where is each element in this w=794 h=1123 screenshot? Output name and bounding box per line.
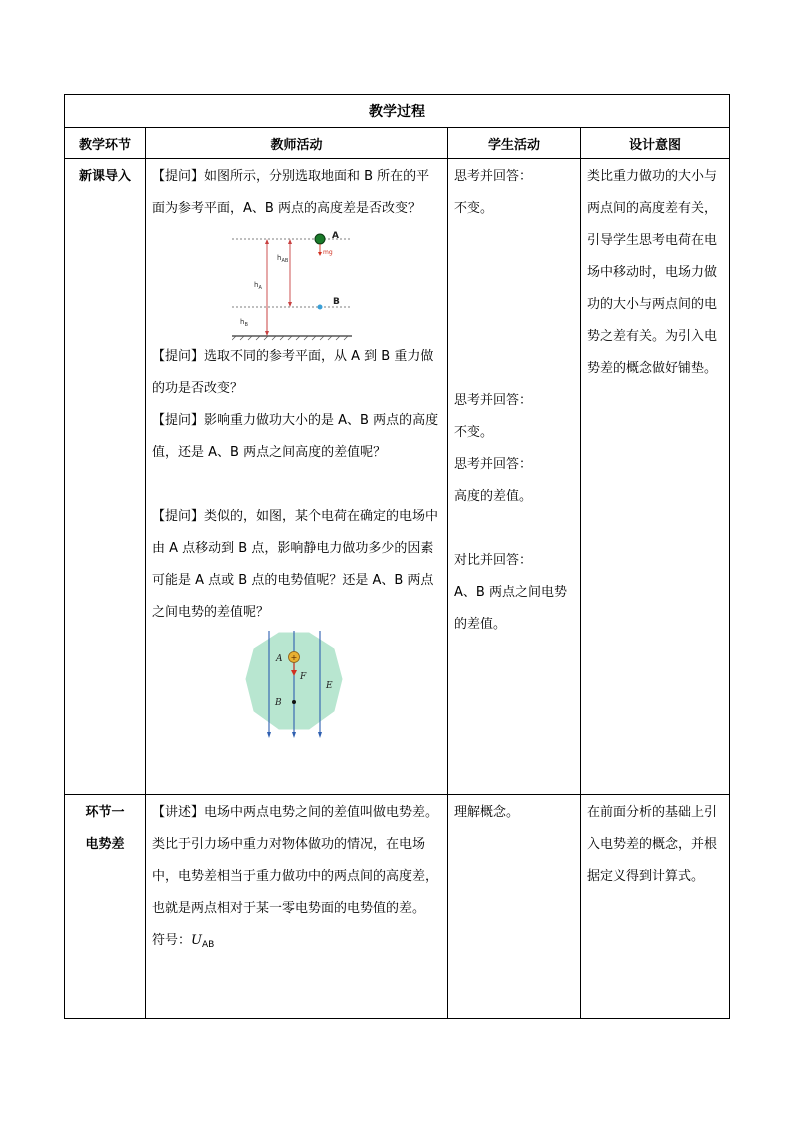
- lecture-2: 类比于引力场中重力对物体做功的情况，在电场中，电势差相当于重力做功中的两点间的高度差，也就是两点相对于某一零电势面的电势值的差。: [152, 837, 439, 916]
- h-ab-subscript: AB: [281, 258, 289, 264]
- student-activity-cell: [448, 159, 581, 795]
- table-row: [65, 795, 730, 1019]
- label-a: A: [276, 654, 283, 664]
- header-design-intent: 设计意图: [581, 128, 730, 159]
- student-answer-1: 不变。: [454, 201, 494, 216]
- teacher-activity-cell: [146, 159, 448, 795]
- height-difference-figure: [232, 227, 382, 341]
- charge-sign: +: [290, 653, 298, 662]
- svg-text:hB: [240, 318, 248, 328]
- student-answer-4-label: 对比并回答：: [454, 553, 533, 568]
- question-4: 【提问】类似的，如图，某个电荷在确定的电场中由 A 点移动到 B 点，影响静电力做功多少的因素可能是 A 点或 B 点的电势值呢？还是 A、B 两点之间电势的差值呢？: [152, 509, 439, 620]
- question-1: 【提问】如图所示，分别选取地面和 B 所在的平面为参考平面，A、B 两点的高度差是否改变？: [152, 169, 430, 216]
- student-activity-cell: 理解概念。: [448, 795, 581, 1019]
- stage-line-1: 环节一: [85, 805, 125, 820]
- student-answer-4: A、B 两点之间电势的差值。: [454, 585, 567, 632]
- stage-line-2: 电势差: [85, 837, 125, 852]
- student-answer-2-label: 思考并回答：: [454, 393, 533, 408]
- header-student-activity: 学生活动: [448, 128, 581, 159]
- label-e: E: [326, 681, 333, 691]
- h-ab-label: h: [277, 254, 282, 262]
- stage-cell: [65, 795, 146, 1019]
- symbol-line: [152, 925, 441, 961]
- ball-a: [315, 234, 325, 244]
- h-b-label: h: [240, 318, 245, 326]
- header-stage: 教学环节: [65, 128, 146, 159]
- student-answer-1-label: 思考并回答：: [454, 169, 533, 184]
- point-b-dot: [292, 700, 296, 704]
- label-b: B: [275, 698, 282, 708]
- symbol-subscript: AB: [201, 940, 215, 950]
- svg-text:hA: [254, 281, 262, 291]
- svg-text:hAB: [277, 254, 289, 264]
- student-answer-3: 高度的差值。: [454, 489, 533, 504]
- mg-label: mg: [323, 249, 333, 256]
- question-3: 【提问】影响重力做功大小的是 A、B 两点的高度值，还是 A、B 两点之间高度的差值呢？: [152, 413, 439, 460]
- design-intent-cell: 类比重力做功的大小与两点间的高度差有关，引导学生思考电荷在电场中移动时，电场力做功的大小与两点间的电势之差有关。为引入电势差的概念做好铺垫。: [581, 159, 730, 795]
- header-teacher-activity: 教师活动: [146, 128, 448, 159]
- design-intent-cell: 在前面分析的基础上引入电势差的概念，并根据定义得到计算式。: [581, 795, 730, 1019]
- ball-b: [318, 305, 323, 310]
- stage-cell: 新课导入: [65, 159, 146, 795]
- student-answer-3-label: 思考并回答：: [454, 457, 533, 472]
- question-2: 【提问】选取不同的参考平面，从 A 到 B 重力做的功是否改变？: [152, 349, 434, 396]
- label-f: F: [300, 672, 307, 682]
- student-answer-2: 不变。: [454, 425, 494, 440]
- table-title: 教学过程: [65, 95, 730, 128]
- h-b-subscript: B: [244, 322, 248, 328]
- h-a-label: h: [254, 281, 259, 289]
- teaching-process-table: [64, 94, 730, 1019]
- h-a-subscript: A: [258, 285, 262, 291]
- lecture-1: 【讲述】电场中两点电势之间的差值叫做电势差。: [152, 805, 439, 820]
- point-b-label: B: [333, 297, 340, 307]
- electric-field-figure: [244, 631, 344, 739]
- teacher-activity-cell: [146, 795, 448, 1019]
- symbol-label: 符号：: [152, 933, 192, 948]
- symbol-u: U: [191, 933, 202, 948]
- point-a-label: A: [332, 231, 339, 241]
- table-row: [65, 159, 730, 795]
